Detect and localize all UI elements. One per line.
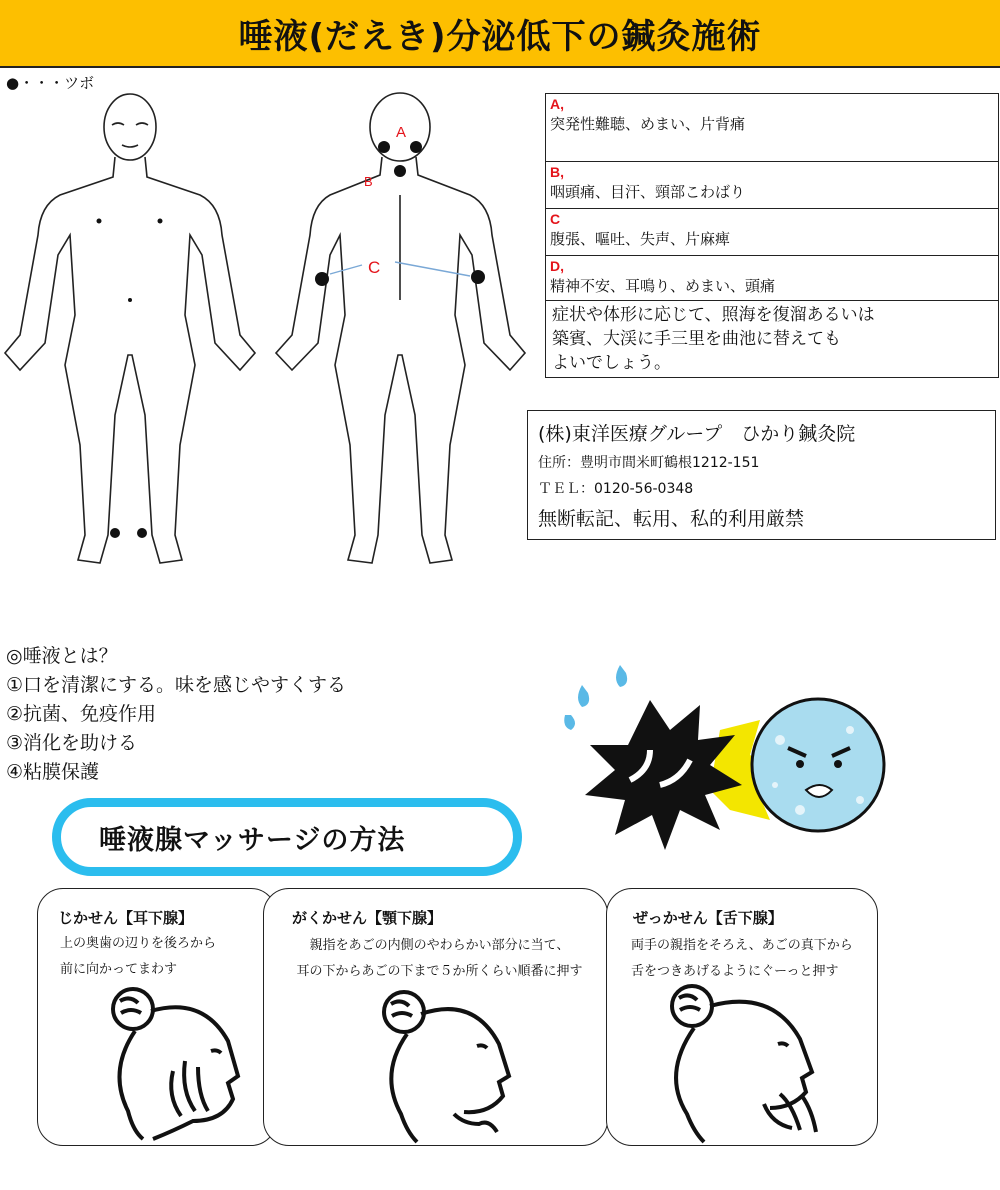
front-acupoints — [97, 219, 163, 539]
point-label-c: C — [368, 258, 381, 277]
card-title: がくかせん【顎下腺】 — [292, 909, 443, 927]
card-description — [631, 933, 853, 985]
saliva-item: ④粘膜保護 — [6, 761, 100, 783]
massage-title: 唾液腺マッサージの方法 — [99, 824, 406, 856]
note-line: 症状や体形に応じて、照海を復溜あるいは — [552, 305, 875, 325]
card-description — [292, 933, 587, 985]
massage-face-icon — [73, 981, 263, 1141]
symptom-text: 突発性難聴、めまい、片背痛 — [550, 115, 746, 133]
clinic-info-box — [527, 410, 996, 540]
card-line: 前に向かってまわす — [60, 962, 178, 977]
card-parotid — [37, 888, 277, 1146]
massage-face-icon — [359, 984, 549, 1144]
point-label-b: B — [364, 174, 373, 189]
copyright-warning: 無断転記、転用、私的利用厳禁 — [538, 508, 805, 530]
symptom-box-c — [545, 208, 999, 256]
symptom-text: 咽頭痛、目汗、頸部こわばり — [550, 183, 746, 201]
body-diagram — [0, 85, 540, 585]
symptom-box-a — [545, 93, 999, 162]
saliva-item: ①口を清潔にする。味を感じやすくする — [6, 674, 347, 696]
card-submandibular — [263, 888, 608, 1146]
saliva-heading: ◎唾液とは？ — [6, 645, 118, 667]
sweat-drops-icon — [564, 665, 627, 730]
symptom-key: C — [550, 211, 561, 227]
saliva-description — [6, 642, 346, 787]
massage-face-icon — [652, 984, 862, 1144]
card-line: 上の奥歯の辺りを後ろから — [60, 936, 217, 951]
card-line: 両手の親指をそろえ、あごの真下から — [631, 938, 853, 953]
germ-illustration — [560, 660, 890, 860]
symptom-box-b — [545, 161, 999, 209]
point-label-a: A — [396, 124, 407, 141]
saliva-item: ③消化を助ける — [6, 732, 138, 754]
note-line: 築賓、大渓に手三里を曲池に替えても — [552, 329, 841, 349]
card-line: 親指をあごの内側のやわらかい部分に当て、 — [309, 938, 570, 953]
card-line: 舌をつきあげるようにぐーっと押す — [631, 964, 839, 979]
front-body-figure — [5, 94, 255, 563]
substitution-note — [545, 300, 999, 378]
symptom-key: D, — [550, 258, 564, 274]
back-body-figure — [276, 93, 525, 563]
saliva-item: ②抗菌、免疫作用 — [6, 703, 157, 725]
symptom-key: B, — [550, 164, 564, 180]
note-line: よいでしょう。 — [552, 353, 671, 373]
card-title: じかせん【耳下腺】 — [58, 909, 194, 927]
card-description — [60, 931, 216, 983]
symptom-key: A, — [550, 96, 564, 112]
card-title: ぜっかせん【舌下腺】 — [633, 909, 783, 927]
germ-face-icon — [752, 699, 884, 831]
clinic-name: (株)東洋医療グループ ひかり鍼灸院 — [538, 423, 856, 445]
symptom-text: 腹張、嘔吐、失声、片麻痺 — [550, 230, 731, 248]
massage-title-pill — [52, 798, 522, 876]
symptom-text: 精神不安、耳鳴り、めまい、頭痛 — [550, 277, 776, 295]
title-banner — [0, 0, 1000, 68]
clinic-tel: ＴＥＬ：0120-56-0348 — [538, 481, 694, 497]
symptom-box-d — [545, 255, 999, 301]
page-title: 唾液(だえき)分泌低下の鍼灸施術 — [238, 16, 762, 57]
clinic-address: 住所：豊明市間米町鶴根1212-151 — [538, 455, 760, 471]
black-burst-icon — [585, 700, 742, 850]
legend-text: ●・・・ツボ — [6, 74, 95, 92]
card-sublingual — [606, 888, 878, 1146]
card-line: 耳の下からあごの下まで５か所くらい順番に押す — [296, 964, 583, 979]
